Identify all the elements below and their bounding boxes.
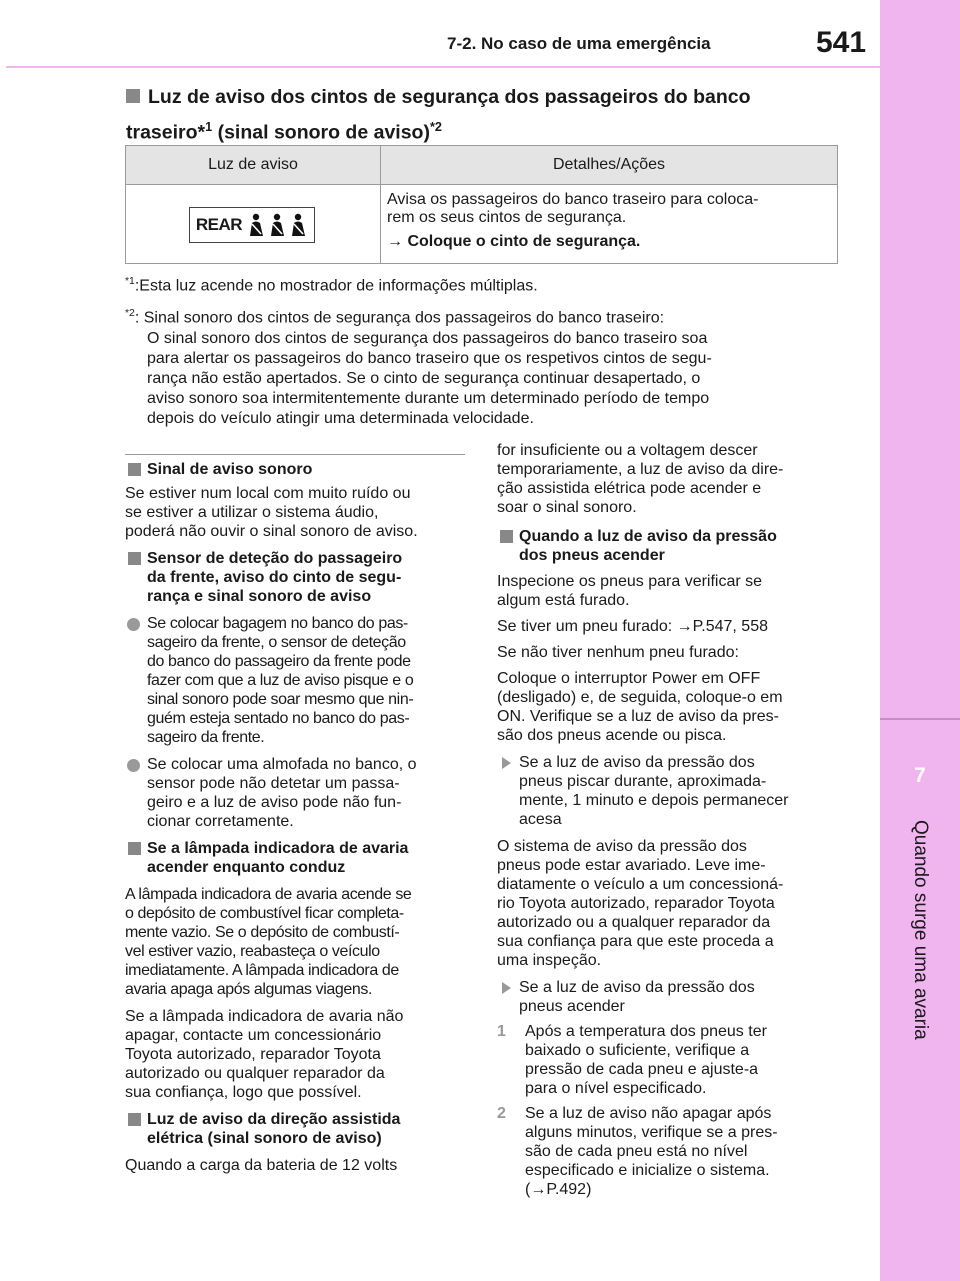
text-line: aviso sonoro soa intermitentemente durante um determinado período de tempo: [147, 389, 710, 407]
text-line: for insuficiente ou a voltagem descer: [497, 442, 758, 459]
paragraph: [497, 572, 847, 610]
arrow-item: [497, 978, 847, 1016]
left-column: [125, 460, 470, 1175]
subheading-sensor: [125, 549, 470, 606]
table-header-row: [126, 146, 838, 185]
text-line: pneus piscar durante, aproximada-: [519, 773, 767, 790]
heading-line1: Luz de aviso dos cintos de segurança dos passageiros do banco: [148, 86, 751, 108]
text-line: sageiro da frente, o sensor de deteção: [147, 634, 406, 651]
text-line: para alertar os passageiros do banco traseiro que os respetivos cintos de segu-: [147, 349, 712, 367]
warning-light-cell: [126, 185, 381, 264]
footnote-ref-1: 1: [205, 120, 213, 134]
paragraph: Se não tiver nenhum pneu furado:: [497, 644, 739, 661]
col-header-warning-light: Luz de aviso: [126, 146, 381, 185]
action-label: Coloque o cinto de segurança.: [407, 233, 641, 250]
text-line: Coloque o interruptor Power em OFF: [497, 670, 761, 687]
square-bullet-icon: [128, 463, 141, 476]
subheading-pressao-pneus: [497, 527, 847, 565]
heading-line2-text-b: (sinal sonoro de aviso): [212, 121, 430, 144]
text-line: apagar, contacte um concessionário: [125, 1027, 382, 1044]
triangle-arrow-icon: [502, 757, 511, 769]
text-line: Se estiver num local com muito ruído ou: [125, 485, 411, 502]
text-line: fazer com que a luz de aviso pisque e o: [147, 672, 414, 689]
text-line: Sensor de deteção do passageiro: [147, 550, 403, 567]
arrow-item: [497, 753, 847, 829]
text-line: rio Toyota autorizado, reparador Toyota: [497, 895, 775, 912]
text-line: Se colocar bagagem no banco do pas-: [147, 615, 408, 632]
chapter-title: Quando surge uma avaria: [910, 820, 931, 1040]
text-line: geiro e a luz de aviso pode não fun-: [147, 794, 402, 811]
main-heading: [126, 84, 856, 146]
text-line: especificado e inicialize o sistema.: [525, 1162, 770, 1179]
paragraph: [497, 669, 847, 745]
text-line: Se a luz de aviso da pressão dos: [519, 754, 755, 771]
text-line: cionar corretamente.: [147, 813, 294, 830]
subheading-lampada: [125, 839, 470, 877]
text-line: Se a lâmpada indicadora de avaria não: [125, 1008, 404, 1025]
chapter-title-box: [908, 820, 932, 1250]
text-line: autorizado ou qualquer reparador da: [125, 1065, 385, 1082]
footnote-ref-2: *2: [429, 120, 442, 134]
heading-line2: [126, 114, 856, 146]
column-divider-rule: [125, 454, 465, 455]
text-line: Toyota autorizado, reparador Toyota: [125, 1046, 381, 1063]
footnote-text: :Esta luz acende no mostrador de informações múltiplas.: [134, 277, 538, 295]
text-line: Após a temperatura dos pneus ter: [525, 1023, 767, 1040]
right-column: [497, 441, 847, 1199]
step-number: 1: [497, 1023, 506, 1040]
numbered-step: [497, 1022, 847, 1098]
footnotes: [125, 272, 845, 429]
text-line: sua confiança, logo que possível.: [125, 1084, 362, 1101]
text-line: são dos pneus acende ou pisca.: [497, 727, 727, 744]
text-line: rança não estão apertados. Se o cinto de segurança continuar desapertado, o: [147, 369, 701, 387]
circle-bullet-icon: [127, 618, 140, 631]
text-line: poderá não ouvir o sinal sonoro de aviso.: [125, 523, 418, 540]
text-line: do banco do passageiro da frente pode: [147, 653, 411, 670]
text-line: rança e sinal sonoro de aviso: [147, 588, 372, 605]
paragraph: [125, 1007, 470, 1102]
text-line: ON. Verifique se a luz de aviso da pres-: [497, 708, 779, 725]
square-bullet-icon: [128, 552, 141, 565]
subheading-text: Sinal de aviso sonoro: [147, 461, 313, 478]
seatbelt-figures-icon: [246, 212, 308, 238]
header-rule: [6, 66, 880, 68]
text-line: vel estiver vazio, reabasteça o veículo: [125, 943, 380, 960]
arrow-right-icon: →: [387, 233, 403, 250]
text-line: mente vazio. Se o depósito de combustí-: [125, 924, 400, 941]
circle-bullet-icon: [127, 759, 140, 772]
subheading-direcao: [125, 1110, 470, 1148]
text-line: Se a luz de aviso da pressão dos: [519, 979, 755, 996]
subheading-sinal-aviso: [125, 460, 470, 479]
detail-line: rem os seus cintos de segurança.: [387, 209, 627, 226]
square-bullet-icon: [500, 530, 513, 543]
text-line: para o nível especificado.: [525, 1080, 707, 1097]
details-cell: [381, 185, 838, 264]
text-line: algum está furado.: [497, 592, 630, 609]
square-bullet-icon: [128, 1113, 141, 1126]
text-line: sua confiança para que este proceda a: [497, 933, 774, 950]
text-line: autorizado ou a qualquer reparador da: [497, 914, 771, 931]
text-line: O sinal sonoro dos cintos de segurança dos passageiros do banco traseiro soa: [147, 329, 708, 347]
text-line: sinal sonoro pode soar mesmo que nin-: [147, 691, 414, 708]
text-line: avaria apaga após algumas viagens.: [125, 981, 373, 998]
text-line: baixado o suficiente, verifique a: [525, 1042, 750, 1059]
step-number: 2: [497, 1105, 506, 1122]
warning-light-table: [125, 145, 838, 264]
text-line: alguns minutos, verifique se a pres-: [525, 1124, 778, 1141]
heading-line2-text: traseiro*: [126, 121, 206, 144]
text-line: soar o sinal sonoro.: [497, 499, 637, 516]
sidebar-divider: [880, 718, 960, 720]
text-line: Inspecione os pneus para verificar se: [497, 573, 763, 590]
text-line: mente, 1 minuto e depois permanecer: [519, 792, 789, 809]
text-line: Quando a carga da bateria de 12 volts: [125, 1157, 398, 1174]
text-line: se estiver a utilizar o sistema áudio,: [125, 504, 379, 521]
chapter-number: 7: [914, 764, 926, 787]
heading-square-icon: [126, 89, 140, 103]
text-line: temporariamente, a luz de aviso da dire-: [497, 461, 784, 478]
text-line: uma inspeção.: [497, 952, 602, 969]
text-line: Quando a luz de aviso da pressão: [519, 528, 777, 545]
text-line: dos pneus acender: [519, 547, 665, 564]
text-line: diatamente o veículo a um concessioná-: [497, 876, 784, 893]
paragraph: [497, 837, 847, 970]
text-line: elétrica (sinal sonoro de aviso): [147, 1130, 382, 1147]
footnote-1: [125, 272, 845, 296]
text-line: A lâmpada indicadora de avaria acende se: [125, 886, 412, 903]
text-line: pneus pode estar avariado. Leve ime-: [497, 857, 766, 874]
text-line: Se a luz de aviso não apagar após: [525, 1105, 772, 1122]
text-line: Se a lâmpada indicadora de avaria: [147, 840, 409, 857]
numbered-step: [497, 1104, 847, 1199]
text-line: da frente, aviso do cinto de segu-: [147, 569, 402, 586]
text-line: (desligado) e, de seguida, coloque-o em: [497, 689, 783, 706]
text-line: acender enquanto conduz: [147, 859, 346, 876]
bullet-item: [125, 614, 470, 747]
text-line: Se colocar uma almofada no banco, o: [147, 756, 417, 773]
detail-line: Avisa os passageiros do banco traseiro para coloca-: [387, 191, 759, 208]
triangle-arrow-icon: [502, 982, 511, 994]
text-line: pneus acender: [519, 998, 625, 1015]
footnote-text: : Sinal sonoro dos cintos de segurança dos passageiros do banco traseiro:: [134, 309, 665, 327]
col-header-details: Detalhes/Ações: [381, 146, 838, 185]
text-line: sageiro da frente.: [147, 729, 265, 746]
text-line: o depósito de combustível ficar completa-: [125, 905, 404, 922]
paragraph: Se tiver um pneu furado: →P.547, 558: [497, 618, 768, 635]
square-bullet-icon: [128, 842, 141, 855]
table-row: [126, 185, 838, 264]
text-line: guém esteja sentado no banco do pas-: [147, 710, 410, 727]
action-text: [387, 233, 831, 251]
text-line: O sistema de aviso da pressão dos: [497, 838, 747, 855]
text-line: depois do veículo atingir uma determinada velocidade.: [147, 409, 534, 427]
paragraph: [125, 885, 470, 999]
paragraph: [125, 1156, 470, 1175]
footnote-mark: *2: [125, 308, 135, 320]
text-line: Luz de aviso da direção assistida: [147, 1111, 401, 1128]
footnote-mark: *1: [125, 276, 135, 287]
section-title: 7-2. No caso de uma emergência: [447, 34, 711, 53]
rear-seatbelt-warning-icon: [189, 207, 315, 243]
footnote-2: [125, 304, 845, 328]
page-header: [0, 0, 880, 68]
page-number: 541: [816, 26, 867, 59]
text-line: acesa: [519, 811, 562, 828]
text-line: são de cada pneu está no nível: [525, 1143, 748, 1160]
bullet-item: [125, 755, 470, 831]
chapter-sidebar: [880, 0, 960, 1281]
text-line: pressão de cada pneu e ajuste-a: [525, 1061, 759, 1078]
text-line: imediatamente. A lâmpada indicadora de: [125, 962, 399, 979]
rear-icon-label: REAR: [195, 215, 243, 234]
text-line: (→P.492): [525, 1181, 592, 1198]
text-line: ção assistida elétrica pode acender e: [497, 480, 762, 497]
footnote-2-body: [125, 329, 845, 429]
paragraph: [125, 484, 470, 541]
text-line: sensor pode não detetar um passa-: [147, 775, 400, 792]
paragraph: [497, 441, 847, 517]
